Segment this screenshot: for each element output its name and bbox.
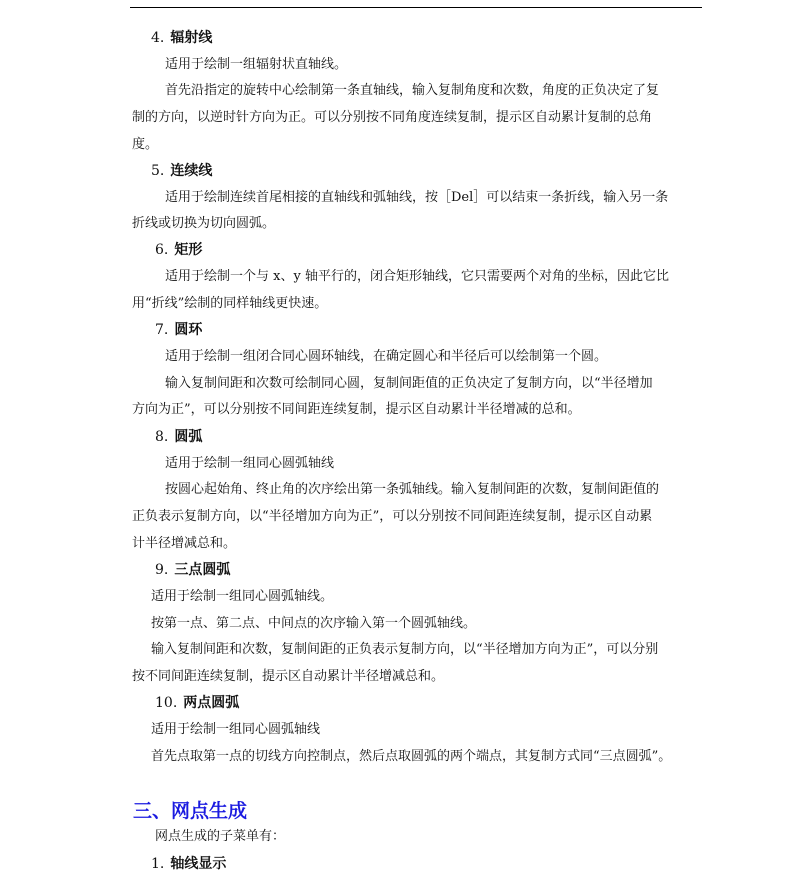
item-heading bbox=[151, 28, 212, 48]
item-number: 6. bbox=[155, 242, 169, 258]
paragraph-line: 按圆心起始角、终止角的次序绘出第一条弧轴线。输入复制间距的次数，复制间距值的 bbox=[165, 482, 660, 497]
paragraph-line: 适用于绘制一组同心圆弧轴线 bbox=[165, 456, 335, 471]
item-number: 8. bbox=[155, 429, 169, 445]
item-title: 连续线 bbox=[170, 163, 213, 179]
section-heading: 三、网点生成 bbox=[133, 800, 248, 822]
item-heading bbox=[155, 320, 202, 340]
paragraph-line: 折线或切换为切向圆弧。 bbox=[132, 216, 276, 231]
paragraph-line: 正负表示复制方向，以“半径增加方向为正”，可以分别按不同间距连续复制，提示区自动累 bbox=[132, 509, 653, 524]
item-heading bbox=[155, 240, 202, 260]
section-intro: 网点生成的子菜单有： bbox=[155, 829, 286, 844]
paragraph-line: 首先点取第一点的切线方向控制点，然后点取圆弧的两个端点，其复制方式同“三点圆弧”。 bbox=[151, 749, 672, 764]
item-number: 7. bbox=[155, 322, 169, 338]
paragraph-line: 输入复制间距和次数，复制间距的正负表示复制方向，以“半径增加方向为正”，可以分别 bbox=[151, 642, 659, 657]
item-title: 矩形 bbox=[174, 242, 203, 258]
paragraph-line: 适用于绘制一组闭合同心圆环轴线，在确定圆心和半径后可以绘制第一个圆。 bbox=[165, 349, 608, 364]
paragraph-line: 用“折线”绘制的同样轴线更快速。 bbox=[132, 296, 328, 311]
paragraph-line: 适用于绘制一组辐射状直轴线。 bbox=[165, 57, 348, 72]
item-heading bbox=[155, 560, 230, 580]
item-heading bbox=[151, 854, 226, 874]
item-title: 圆弧 bbox=[174, 429, 203, 445]
paragraph-line: 适用于绘制连续首尾相接的直轴线和弧轴线，按［Del］可以结束一条折线，输入另一条 bbox=[165, 190, 669, 205]
paragraph-line: 方向为正”，可以分别按不同间距连续复制，提示区自动累计半径增减的总和。 bbox=[132, 402, 581, 417]
paragraph-line: 计半径增减总和。 bbox=[132, 536, 237, 551]
paragraph-line: 按第一点、第二点、中间点的次序输入第一个圆弧轴线。 bbox=[151, 616, 477, 631]
item-title: 圆环 bbox=[174, 322, 203, 338]
paragraph-line: 首先沿指定的旋转中心绘制第一条直轴线，输入复制角度和次数，角度的正负决定了复 bbox=[165, 83, 660, 98]
item-number: 4. bbox=[151, 30, 165, 46]
item-number: 10. bbox=[155, 695, 178, 711]
paragraph-line: 按不同间距连续复制，提示区自动累计半径增减总和。 bbox=[132, 669, 445, 684]
paragraph-line: 适用于绘制一组同心圆弧轴线 bbox=[151, 722, 321, 737]
paragraph-line: 适用于绘制一个与 x、y 轴平行的，闭合矩形轴线，它只需要两个对角的坐标，因此它比 bbox=[165, 269, 669, 284]
paragraph-line: 度。 bbox=[132, 137, 159, 152]
item-title: 轴线显示 bbox=[170, 856, 227, 872]
item-number: 5. bbox=[151, 163, 165, 179]
paragraph-line: 制的方向，以逆时针方向为正。可以分别按不同角度连续复制，提示区自动累计复制的总角 bbox=[132, 110, 653, 125]
item-heading bbox=[155, 427, 202, 447]
item-number: 9. bbox=[155, 562, 169, 578]
item-heading bbox=[151, 161, 212, 181]
cut-off-header bbox=[250, 0, 550, 5]
item-title: 两点圆弧 bbox=[183, 695, 240, 711]
paragraph-line: 适用于绘制一组同心圆弧轴线。 bbox=[151, 589, 334, 604]
header-rule bbox=[130, 7, 702, 8]
item-title: 辐射线 bbox=[170, 30, 213, 46]
item-number: 1. bbox=[151, 856, 165, 872]
paragraph-line: 输入复制间距和次数可绘制同心圆，复制间距值的正负决定了复制方向，以“半径增加 bbox=[165, 376, 653, 391]
item-title: 三点圆弧 bbox=[174, 562, 231, 578]
item-heading bbox=[155, 693, 239, 713]
